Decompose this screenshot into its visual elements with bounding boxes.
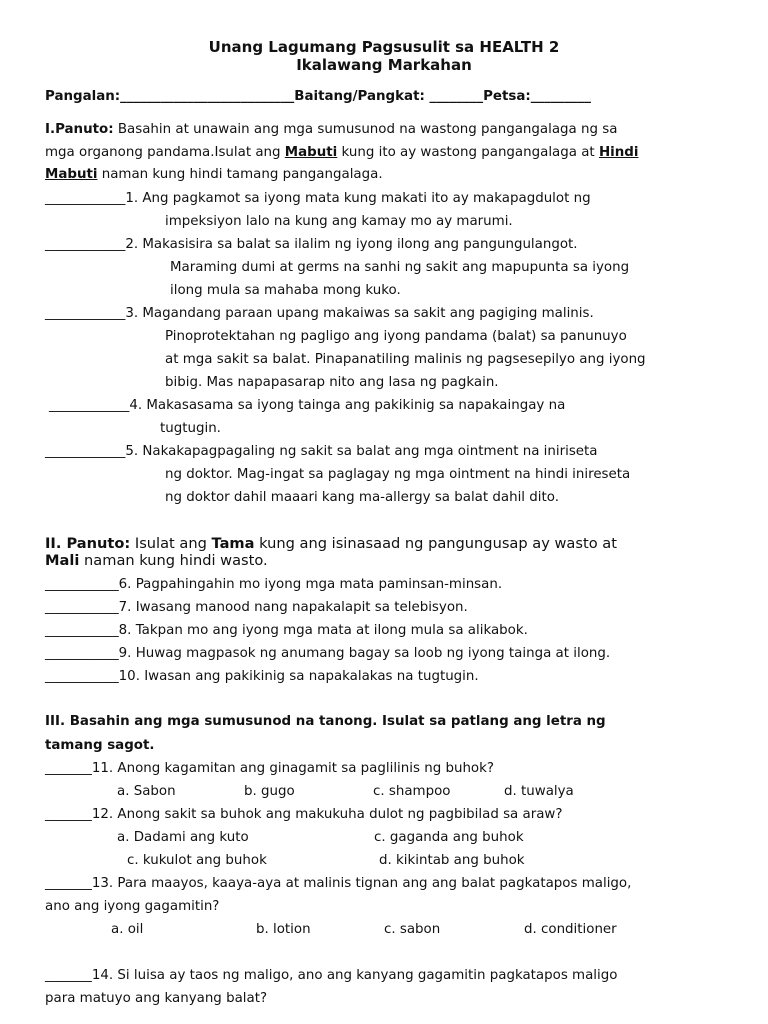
item-2-continuation: Maraming dumi at germs na sanhi ng sakit ang mapupunta sa iyong bbox=[170, 260, 630, 275]
answer-blank: ____________ bbox=[45, 237, 126, 252]
answer-blank: ___________ bbox=[45, 646, 119, 661]
choice-b: c. kukulot ang buhok bbox=[127, 853, 267, 868]
part1-instruction-line3 bbox=[45, 166, 383, 184]
answer-blank: _______ bbox=[45, 968, 92, 983]
part1-text2: mga organong pandama.Isulat ang bbox=[45, 145, 285, 160]
item-2-continuation: ilong mula sa mahaba mong kuko. bbox=[170, 283, 401, 298]
item-text: 9. Huwag magpasok ng anumang bagay sa loob ng iyong tainga at ilong. bbox=[118, 646, 611, 661]
item-3-continuation: at mga sakit sa balat. Pinapanatiling malinis ng pagsesepilyo ang iyong bbox=[165, 352, 646, 367]
list-item-4 bbox=[49, 397, 565, 415]
item-3-continuation: Pinoprotektahan ng pagligo ang iyong pandama (balat) sa panunuyo bbox=[165, 329, 627, 344]
student-info-line bbox=[45, 88, 591, 106]
item-3-continuation: bibig. Mas napapasarap nito ang lasa ng pagkain. bbox=[165, 375, 499, 390]
choice-b: b. gugo bbox=[244, 784, 295, 799]
item-5-continuation: ng doktor. Mag-ingat sa paglagay ng mga ointment na hindi inireseta bbox=[165, 467, 631, 482]
grade-label: Baitang/Pangkat: bbox=[294, 89, 430, 104]
part2-instruction-line1 bbox=[45, 535, 617, 553]
list-item-8 bbox=[45, 622, 528, 640]
answer-blank: ____________ bbox=[45, 444, 126, 459]
name-label: Pangalan: bbox=[45, 89, 121, 104]
item-1-continuation: impeksiyon lalo na kung ang kamay mo ay marumi. bbox=[165, 214, 513, 229]
question-text: 11. Anong kagamitan ang ginagamit sa paglilinis ng buhok? bbox=[91, 761, 494, 776]
item-text: 6. Pagpahingahin mo iyong mga mata paminsan-minsan. bbox=[118, 577, 503, 592]
part1-text1: Basahin at unawain ang mga sumusunod na wastong pangangalaga ng sa bbox=[113, 122, 618, 137]
choice-a: a. oil bbox=[111, 922, 144, 937]
part2-instruction-line2 bbox=[45, 552, 268, 570]
part1-text3: kung ito ay wastong pangangalaga at bbox=[337, 145, 599, 160]
choice-a: a. Dadami ang kuto bbox=[117, 830, 249, 845]
part2-label: II. Panuto: bbox=[45, 535, 131, 552]
item-text: 5. Nakakapagpagaling ng sakit sa balat ang mga ointment na iniriseta bbox=[125, 444, 598, 459]
list-item-5 bbox=[45, 443, 598, 461]
item-text: 7. Iwasang manood nang napakalapit sa telebisyon. bbox=[118, 600, 468, 615]
item-text: 10. Iwasan ang pakikinig sa napakalakas na tugtugin. bbox=[118, 669, 479, 684]
item-text: 4. Makasasama sa iyong tainga ang pakikinig sa napakaingay na bbox=[129, 398, 566, 413]
question-text: 13. Para maayos, kaaya-aya at malinis tignan ang ang balat pagkatapos maligo, bbox=[91, 876, 632, 891]
list-item-9 bbox=[45, 645, 610, 663]
part2-text3: naman kung hindi wasto. bbox=[79, 552, 268, 569]
answer-blank: _______ bbox=[45, 876, 92, 891]
grade-blank: ________ bbox=[429, 89, 484, 104]
answer-blank: ___________ bbox=[45, 600, 119, 615]
question-14-continuation: para matuyo ang kanyang balat? bbox=[45, 991, 268, 1006]
answer-blank: ___________ bbox=[45, 669, 119, 684]
list-item-1 bbox=[45, 190, 591, 208]
item-text: 8. Takpan mo ang iyong mga mata at ilong mula sa alikabok. bbox=[118, 623, 528, 638]
answer-blank: ___________ bbox=[45, 577, 119, 592]
choice-d: d. kikintab ang buhok bbox=[379, 853, 525, 868]
part3-instruction-line2: tamang sagot. bbox=[45, 738, 155, 753]
item-text: 2. Makasisira sa balat sa ilalim ng iyong ilong ang pangungulangot. bbox=[125, 237, 578, 252]
part1-instruction-line2 bbox=[45, 144, 638, 162]
part3-instruction-line1: III. Basahin ang mga sumusunod na tanong. Isulat sa patlang ang letra ng bbox=[45, 714, 606, 729]
keyword-mali: Mali bbox=[45, 552, 80, 569]
list-item-7 bbox=[45, 599, 468, 617]
part1-label: I.Panuto: bbox=[45, 122, 114, 137]
item-4-continuation: tugtugin. bbox=[160, 421, 221, 436]
keyword-mabuti-2: Mabuti bbox=[45, 167, 98, 182]
page-title: Unang Lagumang Pagsusulit sa HEALTH 2 bbox=[208, 38, 560, 56]
question-text: 14. Si luisa ay taos ng maligo, ano ang kanyang gagamitin pagkatapos maligo bbox=[91, 968, 618, 983]
answer-blank: ___________ bbox=[45, 623, 119, 638]
choice-c: c. gaganda ang buhok bbox=[374, 830, 524, 845]
item-text: 1. Ang pagkamot sa iyong mata kung makati ito ay makapagdulot ng bbox=[125, 191, 591, 206]
keyword-hindi: Hindi bbox=[598, 145, 639, 160]
name-blank: __________________________ bbox=[120, 89, 295, 104]
part1-text4: naman kung hindi tamang pangangalaga. bbox=[97, 167, 383, 182]
question-14 bbox=[45, 967, 617, 985]
part2-text2: kung ang isinasaad ng pangungusap ay wasto at bbox=[254, 535, 617, 552]
answer-blank: ____________ bbox=[45, 306, 126, 321]
choice-c: c. sabon bbox=[384, 922, 441, 937]
choice-a: a. Sabon bbox=[117, 784, 176, 799]
page-subtitle: Ikalawang Markahan bbox=[296, 56, 472, 74]
part1-instruction-line1 bbox=[45, 121, 617, 139]
keyword-tama: Tama bbox=[211, 535, 255, 552]
list-item-2 bbox=[45, 236, 578, 254]
choice-d: d. conditioner bbox=[524, 922, 617, 937]
keyword-mabuti: Mabuti bbox=[284, 145, 338, 160]
part2-text1: Isulat ang bbox=[130, 535, 212, 552]
list-item-10 bbox=[45, 668, 479, 686]
question-11 bbox=[45, 760, 494, 778]
question-text: 12. Anong sakit sa buhok ang makukuha dulot ng pagbibilad sa araw? bbox=[91, 807, 563, 822]
list-item-3 bbox=[45, 305, 594, 323]
item-text: 3. Magandang paraan upang makaiwas sa sakit ang pagiging malinis. bbox=[125, 306, 594, 321]
answer-blank: ____________ bbox=[49, 398, 130, 413]
list-item-6 bbox=[45, 576, 502, 594]
date-blank: _________ bbox=[530, 89, 591, 104]
date-label: Petsa: bbox=[483, 89, 531, 104]
answer-blank: _______ bbox=[45, 761, 92, 776]
question-13-continuation: ano ang iyong gagamitin? bbox=[45, 899, 220, 914]
choice-d: d. tuwalya bbox=[504, 784, 574, 799]
choice-b: b. lotion bbox=[256, 922, 311, 937]
question-13 bbox=[45, 875, 631, 893]
choice-c: c. shampoo bbox=[373, 784, 451, 799]
question-12 bbox=[45, 806, 563, 824]
answer-blank: ____________ bbox=[45, 191, 126, 206]
answer-blank: _______ bbox=[45, 807, 92, 822]
item-5-continuation: ng doktor dahil maaari kang ma-allergy sa balat dahil dito. bbox=[165, 490, 559, 505]
